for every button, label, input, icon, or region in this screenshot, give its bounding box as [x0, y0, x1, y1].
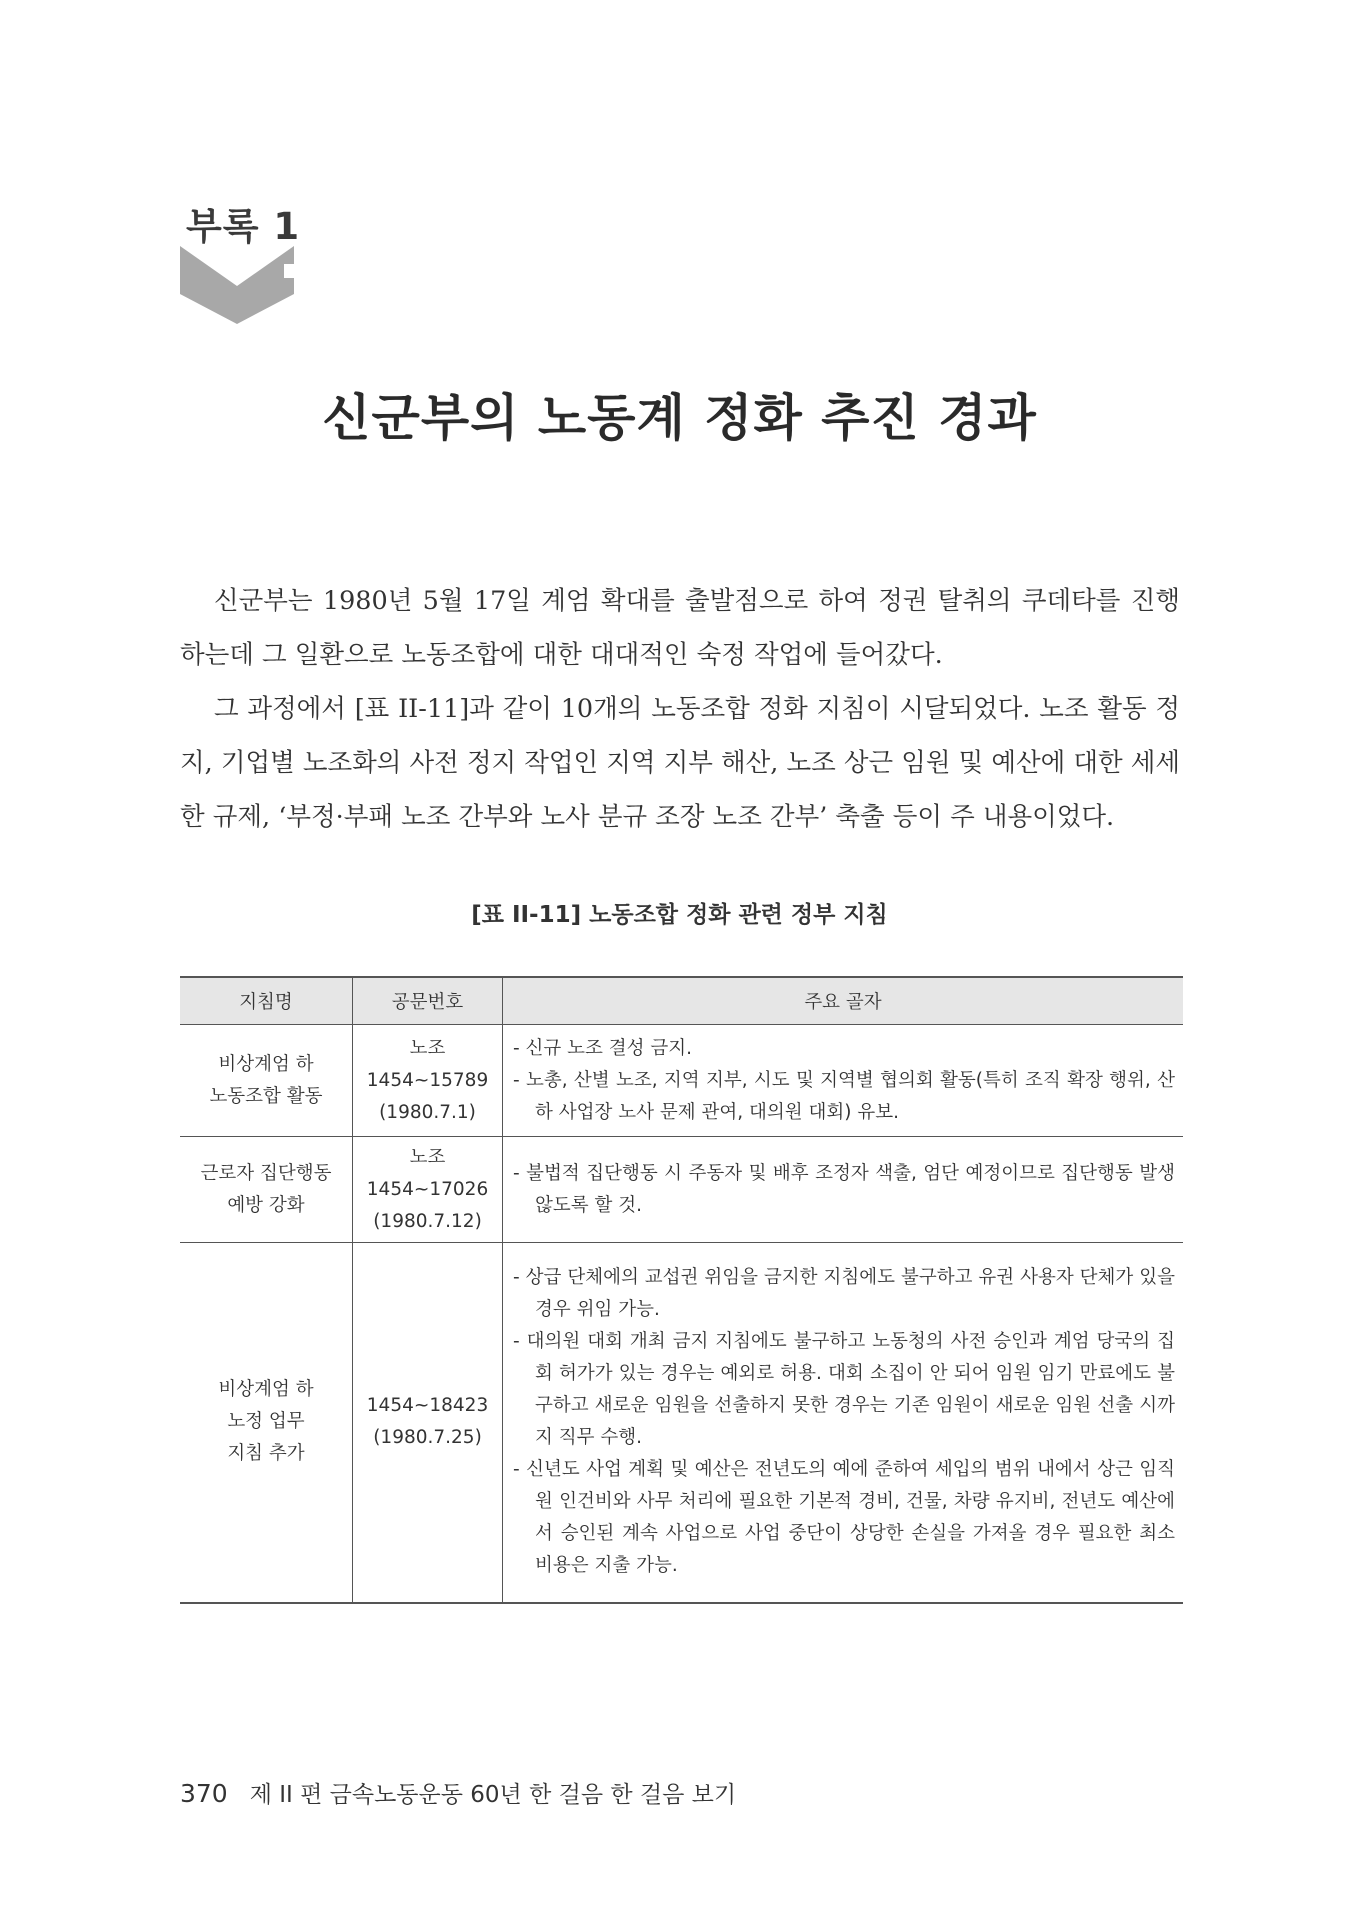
table-row	[180, 1243, 1183, 1603]
guideline-name-line: 근로자 집단행동	[200, 1162, 332, 1184]
body-text	[180, 574, 1180, 844]
appendix-label: 부록 1	[186, 205, 301, 248]
content-item: - 불법적 집단행동 시 주동자 및 배후 조정자 색출, 엄단 예정이므로 집단행동 발생 않도록 할 것.	[513, 1162, 1175, 1216]
page-footer	[180, 1776, 736, 1809]
guideline-name-cell	[180, 1137, 353, 1243]
guideline-name-line: 노동조합 활동	[209, 1085, 323, 1107]
page-number: 370	[180, 1779, 228, 1808]
guideline-name-line: 노정 업무	[227, 1411, 305, 1433]
main-content-cell	[503, 1137, 1184, 1243]
content-item: - 신규 노조 결성 금지.	[513, 1037, 693, 1059]
chapter-title: 신군부의 노동계 정화 추진 경과	[322, 388, 1037, 447]
document-number-line: (1980.7.12)	[373, 1210, 482, 1232]
content-item: - 신년도 사업 계획 및 예산은 전년도의 예에 준하여 세입의 범위 내에서 상근 임직원 인건비와 사무 처리에 필요한 기본적 경비, 건물, 차량 유지비, 전년도 예산에서 승인된 계속 사업으로 사업 중단이 상당한 손실을 가져올 경우 필요한 최소 비용은 지출 가능.	[513, 1459, 1175, 1577]
footer-running-title: 제 II 편 금속노동운동 60년 한 걸음 한 걸음 보기	[249, 1782, 737, 1808]
guideline-name-cell	[180, 1243, 353, 1603]
content-item: - 대의원 대회 개최 금지 지침에도 불구하고 노동청의 사전 승인과 계엄 당국의 집회 허가가 있는 경우는 예외로 허용. 대회 소집이 안 되어 임원 임기 만료에도 불구하고 새로운 임원을 선출하지 못한 경우는 기존 임원이 새로운 임원 선출 시까지 직무 수행.	[513, 1331, 1175, 1449]
table-header-row	[180, 977, 1183, 1025]
header-document-number: 공문번호	[353, 977, 503, 1025]
guideline-name-line: 지침 추가	[227, 1443, 305, 1465]
table-row	[180, 1025, 1183, 1137]
document-number-cell	[353, 1137, 503, 1243]
main-content-cell	[503, 1243, 1184, 1603]
table-row	[180, 1137, 1183, 1243]
content-item: - 상급 단체에의 교섭권 위임을 금지한 지침에도 불구하고 유권 사용자 단체가 있을 경우 위임 가능.	[513, 1267, 1175, 1321]
guideline-name-cell	[180, 1025, 353, 1137]
document-number-line: 1454~17026	[366, 1178, 489, 1200]
header-guideline-name: 지침명	[180, 977, 353, 1025]
main-content-cell	[503, 1025, 1184, 1137]
table-caption: [표 II-11] 노동조합 정화 관련 정부 지침	[471, 902, 888, 928]
body-paragraph-1: 신군부는 1980년 5월 17일 계엄 확대를 출발점으로 하여 정권 탈취의 쿠데타를 진행하는데 그 일환으로 노동조합에 대한 대대적인 숙정 작업에 들어갔다.	[180, 586, 1180, 670]
document-number-line: 노조	[409, 1146, 446, 1168]
guideline-name-line: 비상계엄 하	[218, 1379, 314, 1401]
document-number-cell	[353, 1243, 503, 1603]
guideline-table	[180, 976, 1183, 1604]
header-main-content: 주요 골자	[503, 977, 1184, 1025]
document-number-line: (1980.7.25)	[373, 1427, 482, 1449]
guideline-name-line: 비상계엄 하	[218, 1053, 314, 1075]
guideline-name-line: 예방 강화	[227, 1194, 305, 1216]
document-number-line: 1454~18423	[366, 1395, 489, 1417]
document-number-line: 1454~15789	[366, 1069, 489, 1091]
content-item: - 노총, 산별 노조, 지역 지부, 시도 및 지역별 협의회 활동(특히 조직 확장 행위, 산하 사업장 노사 문제 관여, 대의원 대회) 유보.	[513, 1069, 1175, 1123]
document-number-line: 노조	[409, 1037, 446, 1059]
body-paragraph-2: 그 과정에서 [표 II-11]과 같이 10개의 노동조합 정화 지침이 시달되었다. 노조 활동 정지, 기업별 노조화의 사전 정지 작업인 지역 지부 해산, 노조 상근 임원 및 예산에 대한 세세한 규제, ‘부정·부패 노조 간부와 노사 분규 조장 노조 간부’ 축출 등이 주 내용이었다.	[180, 694, 1180, 832]
appendix-chevron-icon	[180, 246, 294, 324]
document-number-line: (1980.7.1)	[379, 1101, 476, 1123]
document-number-cell	[353, 1025, 503, 1137]
